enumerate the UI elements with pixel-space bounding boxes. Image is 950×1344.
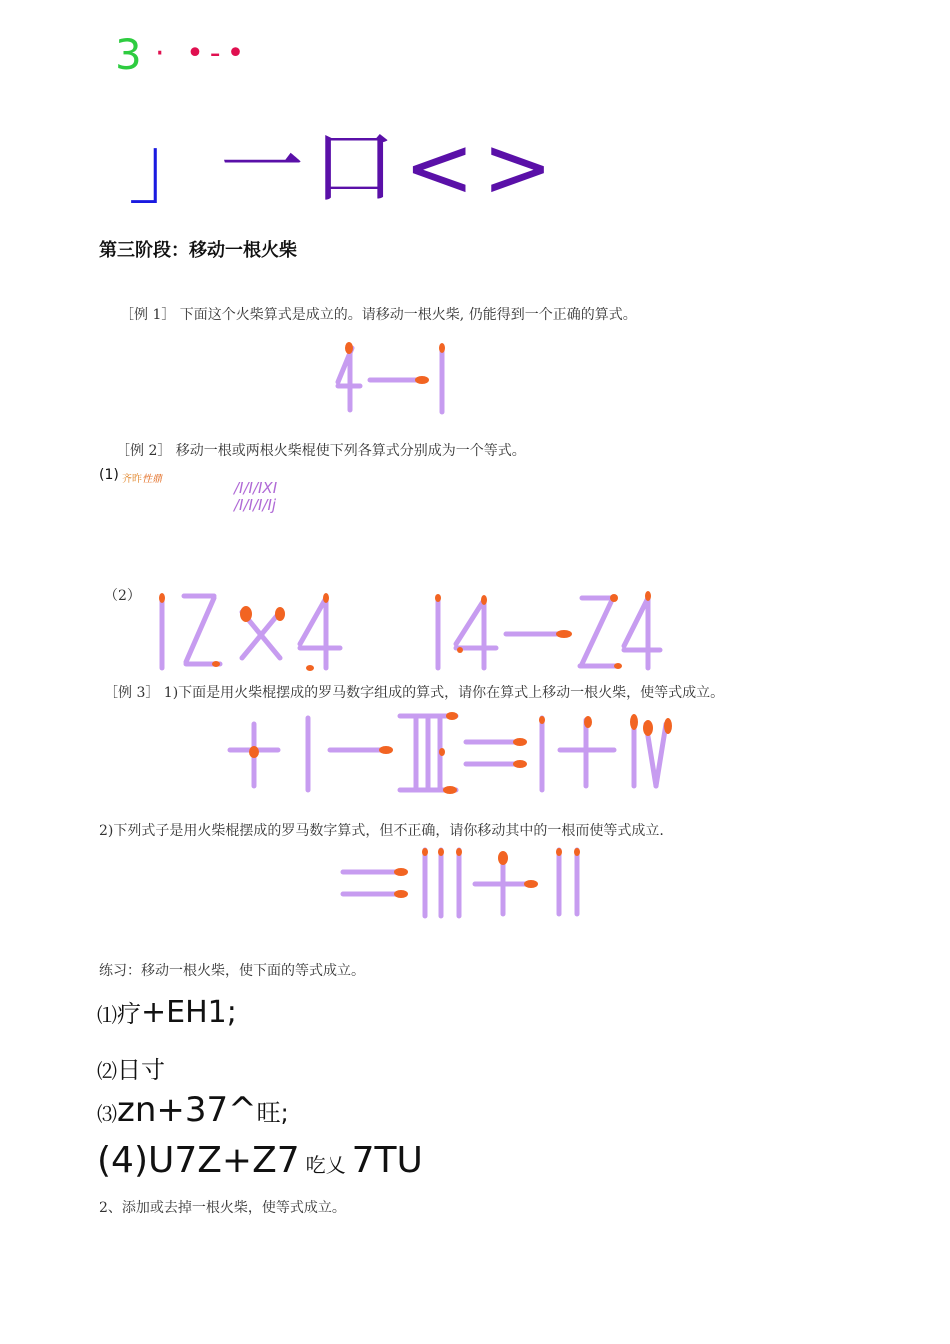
practice-item-3: [97, 1090, 289, 1130]
note-italic: 性鼎: [142, 474, 162, 485]
example-2-part-1-label: (1): [99, 467, 119, 483]
practice-item-equation-2: 7TU: [351, 1140, 423, 1181]
example-2-part-1-note: [122, 470, 162, 485]
practice-item-label: (4): [97, 1140, 148, 1181]
example-1-matchstick-figure: [330, 340, 460, 420]
bracket-glyph: 」: [128, 118, 221, 216]
example-2-part-1-figure: [234, 480, 277, 514]
example-2-text: ［例 2］ 移动一根或两根火柴棍使下列各算式分别成为一个等式。: [116, 443, 526, 459]
example-3-text: ［例 3］ 1)下面是用火柴棍摆成的罗马数字组成的算式，请你在算式上移动一根火柴，使等式成立。: [104, 685, 725, 701]
practice-item-2: [97, 1050, 165, 1086]
decorative-dots: · •-•: [155, 36, 251, 71]
practice-item-equation: +EH1;: [141, 995, 237, 1030]
example-1-text: ［例 1］ 下面这个火柴算式是成立的。请移动一根火柴, 仍能得到一个正确的算式。: [120, 307, 637, 323]
example-2-part-2-label: （2）: [104, 588, 141, 604]
example-2-part-2-equation-a: [150, 588, 350, 678]
practice-item-label: ⑴: [97, 1003, 117, 1027]
note-text: 齐昨: [122, 474, 142, 485]
figure-line-1: /I/I/IXI: [234, 479, 278, 497]
example-3-part-2-text: 2)下列式子是用火柴棍摆成的罗马数字算式，但不正确，请你移动其中的一根而使等式成立.: [99, 823, 664, 839]
example-2-part-2-equation-b: [430, 588, 670, 678]
practice-item-prefix: 疗: [117, 1000, 141, 1028]
practice-item-equation: U7Z+Z7: [148, 1140, 300, 1181]
practice-item-equation: zn+37^: [117, 1090, 257, 1130]
practice-item-middle: 吃乂: [305, 1153, 346, 1177]
stage-title: 第三阶段：移动一根火柴: [99, 240, 297, 261]
figure-line-2: /I/I/I/Ij: [234, 496, 277, 514]
section-number: 3: [115, 30, 142, 79]
example-3-roman-equation-1: [220, 710, 690, 800]
practice-item-equation: 日寸: [117, 1056, 165, 1084]
decorative-symbols: [128, 100, 561, 221]
practice-item-label: ⑵: [97, 1059, 117, 1083]
practice-title: 练习：移动一根火柴，使下面的等式成立。: [99, 963, 365, 979]
practice-item-label: ⑶: [97, 1102, 117, 1126]
symbol-glyphs: 一口<>: [220, 118, 561, 216]
example-3-roman-equation-2: [335, 842, 595, 922]
practice-item-1: [97, 994, 237, 1030]
practice-item-4: [97, 1140, 423, 1181]
practice-item-suffix: 旺;: [256, 1099, 289, 1127]
practice-2-title: 2、添加或去掉一根火柴，使等式成立。: [99, 1200, 346, 1216]
